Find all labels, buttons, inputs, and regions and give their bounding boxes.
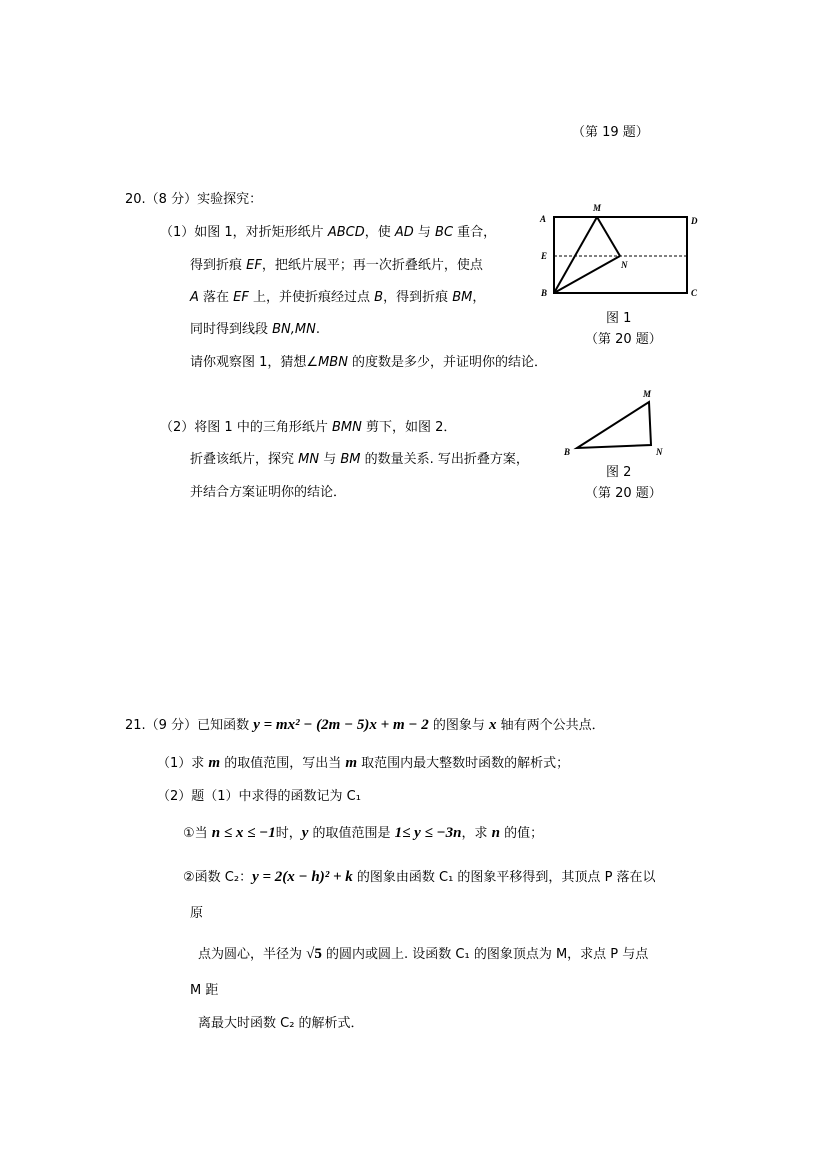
triangle-bmn [577,402,651,448]
text: ①当 [183,826,212,841]
text: 落在 [198,290,234,305]
label-c: C [691,288,698,298]
text: 21.（9 分）已知函数 [125,718,254,733]
q21-part2-ii-line1 [183,869,656,886]
text: 的度数是多少，并证明你的结论． [347,355,548,370]
var-bc: BC [435,225,454,240]
var-ef: EF [246,258,262,273]
var-bmn: BMN [331,420,362,435]
text: （1）求 [157,756,209,771]
var-ad: AD [394,225,414,240]
label-m: M [643,389,652,399]
q20-part1-line2 [190,258,483,274]
q21-part2-ii-line4: M 距 [190,983,219,998]
formula-c2: y = 2(x − h)² + k [252,869,353,885]
text: 点为圆心，半径为 [198,947,307,962]
q19-caption: （第 19 题） [572,125,649,140]
label-d: D [691,216,698,226]
part-number: （2） [160,420,195,435]
text: 的值； [499,826,544,841]
var-bm: BM [452,290,473,305]
var-m: m [208,755,221,771]
var-bn-mn: BN,MN [272,322,316,337]
text: 得到折痕 [190,258,247,273]
figure-1-title: 图 1 [606,311,632,326]
formula-quadratic: y = mx² − (2m − 5)x + m − 2 [253,717,429,733]
text: 的图象由函数 C₁ 的图象平移得到，其顶点 P 落在以 [352,870,656,885]
segment-mn [597,217,620,256]
var-bm: BM [340,452,361,467]
label-b: B [541,288,548,298]
label-a: A [540,214,547,224]
text: . [315,322,320,337]
text: 的数量关系. 写出折叠方案， [360,452,529,467]
q20-part2-line3: 并结合方案证明你的结论． [190,485,347,500]
text: ，把纸片展平；再一次折叠纸片，使点 [261,258,483,273]
q21-part1 [157,755,569,772]
text: 与 [413,225,436,240]
text: 的取值范围，写出当 [220,756,346,771]
part-number: （1） [160,225,195,240]
q20-part1-line1 [160,225,496,241]
q21-part2-i [183,825,543,842]
text: 如图 1，对折矩形纸片 [194,225,328,240]
text: ，使 [364,225,395,240]
label-n: N [621,260,628,270]
q21-part2-ii-line2: 原 [190,906,204,921]
label-n: N [656,447,663,457]
text: 与 [319,452,341,467]
label-e: E [541,251,548,261]
figure-1 [535,200,700,305]
text: 的圆内或圆上. 设函数 C₁ 的图象顶点为 M，求点 P 与点 [321,947,649,962]
text: ， [472,290,486,305]
var-y: y [301,825,309,841]
formula-sqrt5: √5 [306,946,322,962]
text: ②函数 C₂： [183,870,253,885]
q20-part1-line4 [190,322,320,338]
formula-y-range: 1≤ y ≤ −3n [394,825,462,841]
text: 时， [275,826,302,841]
formula-x-range: n ≤ x ≤ −1 [211,825,276,841]
var-x: x [489,717,497,733]
figure-2-title: 图 2 [606,465,632,480]
var-a: A [190,290,199,305]
var-b: B [374,290,384,305]
q21-part2-ii-line3 [198,946,648,963]
text: 请你观察图 1，猜想∠ [190,355,319,370]
text: 同时得到线段 [190,322,273,337]
label-m: M [593,203,602,213]
text: 折叠该纸片，探究 [190,452,299,467]
text: 剪下，如图 2． [361,420,457,435]
var-ef: EF [233,290,249,305]
figure-2 [560,385,675,460]
q20-part2-line2 [190,452,529,468]
text: ，求 [461,826,492,841]
var-mbn: MBN [318,355,348,370]
q21-header [125,717,605,734]
text: 取范围内最大整数时函数的解析式； [357,756,570,771]
text: 轴有两个公共点． [496,718,605,733]
var-n: n [491,825,500,841]
text: ，得到折痕 [383,290,453,305]
q20-part1-line5 [190,355,547,371]
q21-part2-ii-line5: 离最大时函数 C₂ 的解析式． [198,1016,364,1031]
text: 的图象与 [428,718,489,733]
var-m: m [345,755,358,771]
var-mn: MN [298,452,320,467]
q20-part2-line1 [160,420,456,436]
text: 上，并使折痕经过点 [248,290,375,305]
figure-1-caption: （第 20 题） [585,332,662,347]
label-b: B [564,447,571,457]
text: 的取值范围是 [308,826,395,841]
figure-2-caption: （第 20 题） [585,486,662,501]
text: 重合， [453,225,497,240]
var-abcd: ABCD [327,225,365,240]
q21-part2: （2）题（1）中求得的函数记为 C₁ [157,789,361,804]
text: 将图 1 中的三角形纸片 [194,420,332,435]
q20-header: 20.（8 分）实验探究： [125,192,263,207]
q20-part1-line3 [190,290,485,306]
